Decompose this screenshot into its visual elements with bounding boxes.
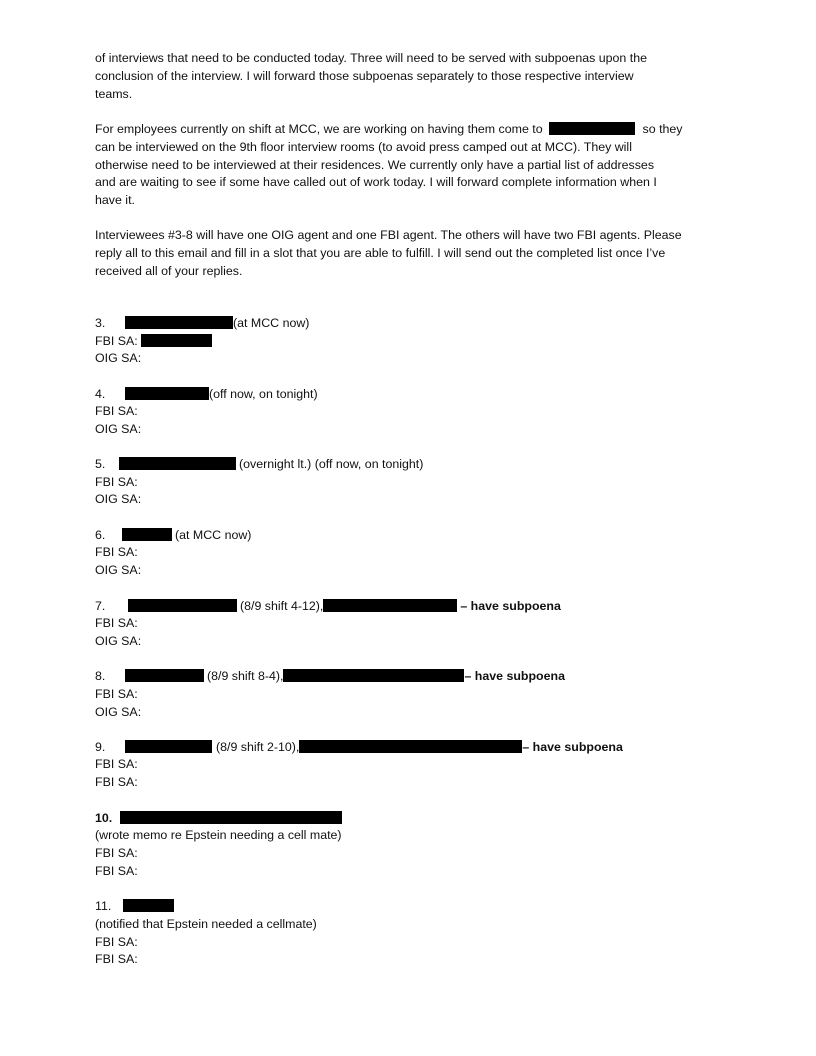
interviewee-6 [95, 526, 251, 544]
fbi-sa-label: FBI SA: [95, 404, 138, 418]
paragraph-line: otherwise need to be interviewed at their residences. We currently only have a partial list of addresses [95, 158, 655, 172]
paragraph-line: of interviews that need to be conducted today. Three will need to be served with subpoenas upon the [95, 51, 647, 65]
redaction-box [323, 599, 457, 612]
entry-number: 3. [95, 316, 106, 330]
paragraph-text: so they [642, 122, 683, 136]
fbi-sa-label: FBI SA: [95, 775, 138, 789]
interviewee-4 [95, 385, 318, 403]
redaction-box [122, 528, 172, 541]
entry-number: 6. [95, 528, 106, 542]
subpoena-note: – have subpoena [460, 599, 561, 613]
entry-note: (notified that Epstein needed a cellmate) [95, 917, 317, 931]
paragraph-line: Interviewees #3-8 will have one OIG agent and one FBI agent. The others will have two FBI agents. Please [95, 228, 682, 242]
paragraph-line: and are waiting to see if some have called out of work today. I will forward complete information when I [95, 175, 657, 189]
entry-number: 5. [95, 457, 106, 471]
fbi-sa-label: FBI SA: [95, 864, 138, 878]
redaction-box [141, 334, 212, 347]
paragraph-line: received all of your replies. [95, 264, 243, 278]
redaction-box [123, 899, 174, 912]
redaction-box [125, 669, 204, 682]
paragraph-line: have it. [95, 193, 135, 207]
entry-number: 7. [95, 599, 106, 613]
entry-note: (8/9 shift 4-12), [240, 599, 324, 613]
fbi-sa-label: FBI SA: [95, 757, 138, 771]
paragraph-line: reply all to this email and fill in a slot that you are able to fulfill. I will send out the completed list once I’ve [95, 246, 666, 260]
entry-note: (wrote memo re Epstein needing a cell mate) [95, 828, 342, 842]
interviewee-5 [95, 455, 423, 473]
fbi-sa-label: FBI SA: [95, 935, 138, 949]
entry-note: (overnight lt.) (off now, on tonight) [239, 457, 424, 471]
paragraph-line: can be interviewed on the 9th floor interview rooms (to avoid press camped out at MCC). They will [95, 140, 632, 154]
oig-sa-label: OIG SA: [95, 351, 142, 365]
entry-number: 9. [95, 740, 106, 754]
fbi-sa-label: FBI SA: [95, 475, 138, 489]
interviewee-7 [95, 597, 561, 615]
oig-sa-label: OIG SA: [95, 705, 142, 719]
paragraph-line: conclusion of the interview. I will forward those subpoenas separately to those respective interview [95, 69, 634, 83]
fbi-sa-label: FBI SA: [95, 334, 138, 348]
redaction-box [120, 811, 342, 824]
entry-note: (8/9 shift 8-4), [207, 669, 284, 683]
redaction-box [119, 457, 236, 470]
fbi-sa-label: FBI SA: [95, 687, 138, 701]
oig-sa-label: OIG SA: [95, 492, 142, 506]
subpoena-note: – have subpoena [464, 669, 565, 683]
oig-sa-label: OIG SA: [95, 634, 142, 648]
entry-note: (at MCC now) [233, 316, 310, 330]
entry-number: 8. [95, 669, 106, 683]
fbi-sa-label: FBI SA: [95, 952, 138, 966]
redaction-box [128, 599, 237, 612]
interviewee-8 [95, 667, 565, 685]
paragraph-line [95, 120, 683, 138]
entry-number: 11. [95, 899, 112, 913]
redaction-box [125, 387, 209, 400]
fbi-sa-line [95, 332, 212, 350]
interviewee-11 [95, 897, 174, 915]
redaction-box [299, 740, 522, 753]
entry-number: 4. [95, 387, 106, 401]
entry-note: (off now, on tonight) [209, 387, 318, 401]
fbi-sa-label: FBI SA: [95, 616, 138, 630]
fbi-sa-label: FBI SA: [95, 846, 138, 860]
oig-sa-label: OIG SA: [95, 563, 142, 577]
redaction-box [283, 669, 464, 682]
redaction-box [549, 122, 635, 135]
subpoena-note: – have subpoena [522, 740, 623, 754]
fbi-sa-label: FBI SA: [95, 545, 138, 559]
entry-note: (at MCC now) [175, 528, 252, 542]
oig-sa-label: OIG SA: [95, 422, 142, 436]
interviewee-3 [95, 314, 309, 332]
paragraph-text: For employees currently on shift at MCC, we are working on having them come to [95, 122, 543, 136]
paragraph-line: teams. [95, 87, 133, 101]
redaction-box [125, 740, 212, 753]
interviewee-9 [95, 738, 623, 756]
entry-note: (8/9 shift 2-10), [216, 740, 300, 754]
redaction-box [125, 316, 233, 329]
entry-number: 10. [95, 811, 113, 825]
interviewee-10 [95, 809, 342, 827]
